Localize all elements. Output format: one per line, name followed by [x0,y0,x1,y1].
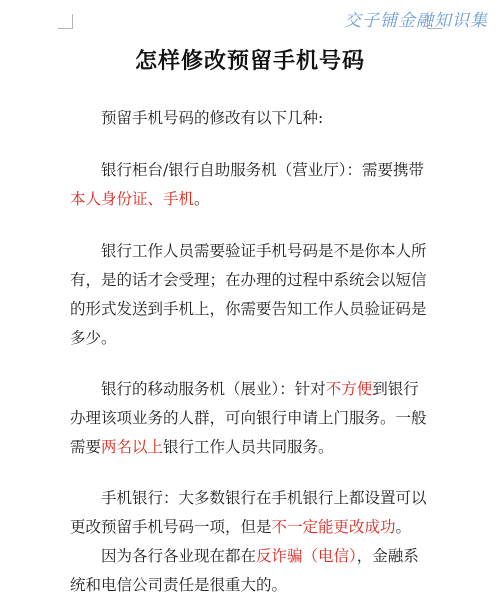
highlight-text: 不一定能更改成功 [271,518,396,536]
paragraph-text: 。 [395,518,412,536]
paragraph-text: 手机银行：大多数银行在手机银行上都设置可以更改预留手机号码一项，但是 [70,489,427,536]
watermark: 交子铺金融知识集 [344,11,488,31]
highlight-text: 不方便 [325,380,373,398]
page-corner-mark-left [58,14,73,29]
highlight-text: 反诈骗（电信） [256,547,357,565]
highlight-text: 本人身份证、手机 [70,190,195,208]
highlight-text: 两名以上 [101,438,164,456]
paragraph-text: 银行柜台/银行自助服务机（营业厅）：需要携带 [101,161,424,179]
intro-text: 预留手机号码的修改有以下几种: [101,109,324,127]
paragraph-mobile-banking [70,484,432,600]
paragraph-text: ，金融系统和电信公司责任是很重大的。 [70,547,419,594]
paragraph-counter-service [70,156,432,214]
paragraph-text: 银行工作人员需要验证手机号码是不是你本人所有，是的话才会受理；在办理的过程中系统会以短信的形式发送到手机上，你需要告知工作人员验证码是多少。 [70,242,427,347]
paragraph-text: 。 [194,190,210,208]
paragraph-text: 因为各行各业现在都在 [101,547,257,565]
paragraph-text: 银行工作人员共同服务。 [163,438,334,456]
paragraph-verification [70,237,432,353]
paragraph-mobile-service [70,375,432,462]
paragraph-text: 到银行办理该项业务的人群，可向银行申请上门服务。一般需要 [70,380,427,456]
intro-paragraph [70,104,432,133]
paragraph-text: 银行的移动服务机（展业）：针对 [101,380,326,398]
document-title: 怎样修改预留手机号码 [134,49,365,74]
